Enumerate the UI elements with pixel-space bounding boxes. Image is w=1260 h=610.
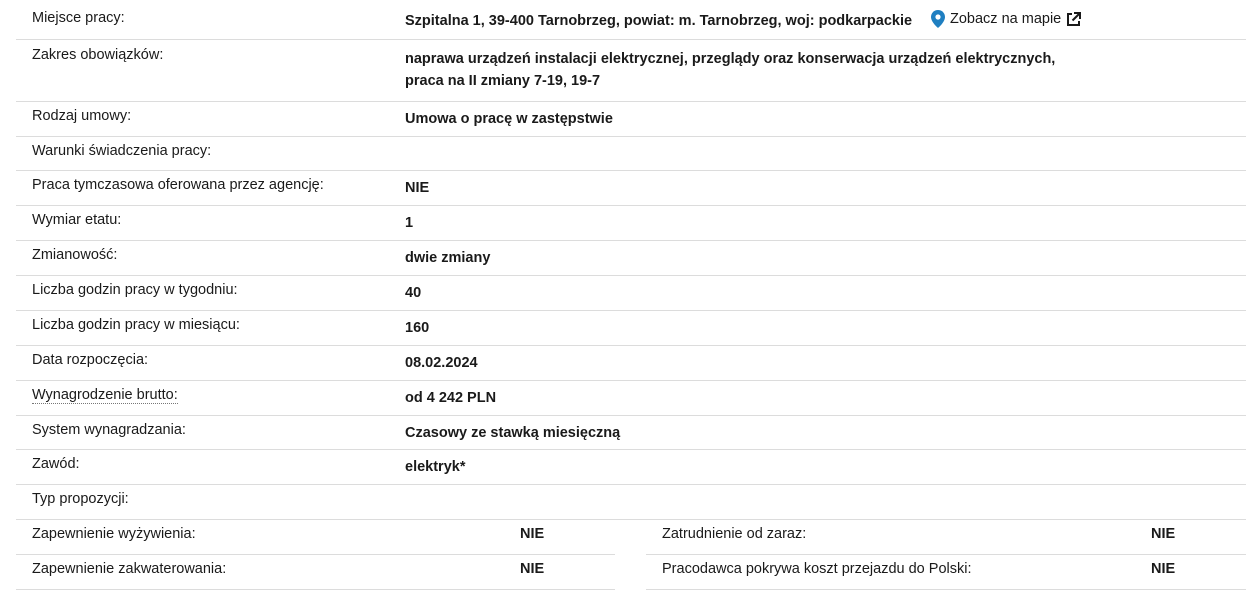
row-shifts [16,241,1246,276]
contract-type-label: Rodzaj umowy: [32,108,132,124]
row-immediate-hire [646,520,1246,555]
duties-label: Zakres obowiązków: [32,47,164,63]
meals-label: Zapewnienie wyżywienia: [32,526,196,542]
row-hours-week [16,276,1246,311]
row-duties [16,40,1246,102]
salary-label[interactable]: Wynagrodzenie brutto: [32,387,178,403]
row-start-date [16,346,1246,381]
row-hours-month [16,311,1246,346]
duties-line-1: naprawa urządzeń instalacji elektrycznej, przeglądy oraz konserwacja urządzeń elektrycznych, [405,51,1056,67]
pay-system-label: System wynagradzania: [32,422,186,438]
work-conditions-label: Warunki świadczenia pracy: [32,143,212,159]
location-label: Miejsce pracy: [32,10,125,26]
shifts-value: dwie zmiany [405,250,491,266]
hours-week-label: Liczba godzin pracy w tygodniu: [32,282,238,298]
fte-label: Wymiar etatu: [32,212,122,228]
immediate-hire-label: Zatrudnienie od zaraz: [662,526,807,542]
occupation-label: Zawód: [32,456,80,472]
start-date-label: Data rozpoczęcia: [32,352,149,368]
row-fte [16,206,1246,241]
temp-agency-label: Praca tymczasowa oferowana przez agencję: [32,177,324,193]
accommodation-value: NIE [520,561,545,577]
row-work-conditions [16,137,1246,171]
contract-type-value: Umowa o pracę w zastępstwie [405,111,613,127]
row-offer-type [16,485,1246,520]
immediate-hire-value: NIE [1151,526,1176,542]
offer-type-label: Typ propozycji: [32,491,129,507]
map-pin-icon [931,10,945,28]
start-date-value: 08.02.2024 [405,355,478,371]
row-pay-system [16,416,1246,450]
location-value: Szpitalna 1, 39-400 Tarnobrzeg, powiat: m. Tarnobrzeg, woj: podkarpackie [405,13,913,29]
view-on-map-label: Zobacz na mapie [950,11,1062,27]
fte-value: 1 [405,215,414,231]
shifts-label: Zmianowość: [32,247,118,263]
row-travel-costs [646,555,1246,590]
view-on-map-link[interactable] [931,10,1081,28]
pay-system-value: Czasowy ze stawką miesięczną [405,425,621,441]
travel-costs-label: Pracodawca pokrywa koszt przejazdu do Polski: [662,561,972,577]
row-salary [16,381,1246,416]
hours-month-label: Liczba godzin pracy w miesiącu: [32,317,240,333]
salary-value: od 4 242 PLN [405,390,497,406]
row-accommodation [16,555,615,590]
row-contract-type [16,102,1246,137]
occupation-value: elektryk* [405,459,466,475]
row-meals [16,520,615,555]
meals-value: NIE [520,526,545,542]
duties-line-2: praca na II zmiany 7-19, 19-7 [405,73,601,89]
row-occupation [16,450,1246,485]
external-link-icon [1066,12,1081,27]
hours-month-value: 160 [405,320,430,336]
row-location [16,0,1246,40]
accommodation-label: Zapewnienie zakwaterowania: [32,561,227,577]
travel-costs-value: NIE [1151,561,1176,577]
hours-week-value: 40 [405,285,422,301]
temp-agency-value: NIE [405,180,430,196]
row-temp-agency [16,171,1246,206]
